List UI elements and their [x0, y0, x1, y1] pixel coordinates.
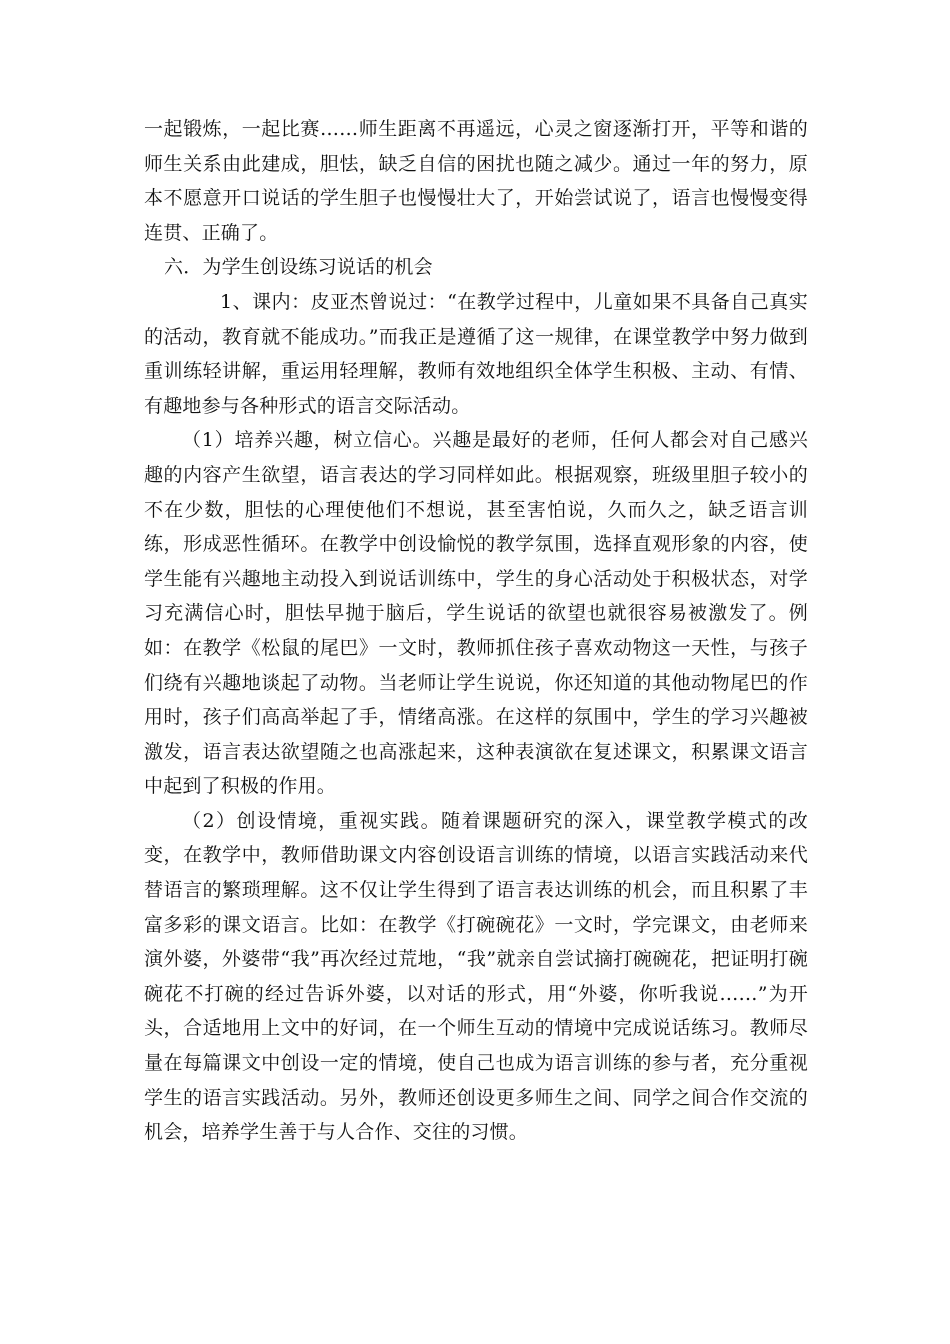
paragraph-continuation: 一起锻炼，一起比赛……师生距离不再遥远，心灵之窗逐渐打开，平等和谐的师生关系由此建成，胆怯，缺乏自信的困扰也随之减少。通过一年的努力，原本不愿意开口说话的学生胆子也慢慢壮大了，开始尝试说了，语言也慢慢变得连贯、正确了。 [144, 118, 808, 244]
paragraph-interest: （1）培养兴趣，树立信心。兴趣是最好的老师，任何人都会对自己感兴趣的内容产生欲望，语言表达的学习同样如此。根据观察，班级里胆子较小的不在少数，胆怯的心理使他们不想说，甚至害怕说，久而久之，缺乏语言训练，形成恶性循环。在教学中创设愉悦的教学氛围，选择直观形象的内容，使学生能有兴趣地主动投入到说话训练中，学生的身心活动处于积极状态，对学习充满信心时，胆怯早抛于脑后，学生说话的欲望也就很容易被激发了。例如：在教学《松鼠的尾巴》一文时，教师抓住孩子喜欢动物这一天性，与孩子们绕有兴趣地谈起了动物。当老师让学生说说，你还知道的其他动物尾巴的作用时，孩子们高高举起了手，情绪高涨。在这样的氛围中，学生的学习兴趣被激发，语言表达欲望随之也高涨起来，这种表演欲在复述课文，积累课文语言中起到了积极的作用。 [144, 429, 808, 798]
paragraph-in-class: 1、课内：皮亚杰曾说过：“在教学过程中，儿童如果不具备自己真实的活动，教育就不能成功。”而我正是遵循了这一规律，在课堂教学中努力做到重训练轻讲解，重运用轻理解，教师有效地组织全体学生积极、主动、有情、有趣地参与各种形式的语言交际活动。 [144, 290, 808, 417]
paragraph-situation: （2）创设情境，重视实践。随着课题研究的深入，课堂教学模式的改变，在教学中，教师借助课文内容创设语言训练的情境，以语言实践活动来代替语言的繁琐理解。这不仅让学生得到了语言表达训练的机会，而且积累了丰富多彩的课文语言。比如：在教学《打碗碗花》一文时，学完课文，由老师来演外婆，外婆带“我”再次经过荒地，“我”就亲自尝试摘打碗碗花，把证明打碗碗花不打碗的经过告诉外婆，以对话的形式，用“外婆，你听我说……”为开头，合适地用上文中的好词，在一个师生互动的情境中完成说话练习。教师尽量在每篇课文中创设一定的情境，使自己也成为语言训练的参与者，充分重视学生的语言实践活动。另外，教师还创设更多师生之间、同学之间合作交流的机会，培养学生善于与人合作、交往的习惯。 [144, 809, 808, 1144]
section-heading-6: 六．为学生创设练习说话的机会 [164, 256, 433, 279]
body-text [144, 112, 808, 1150]
